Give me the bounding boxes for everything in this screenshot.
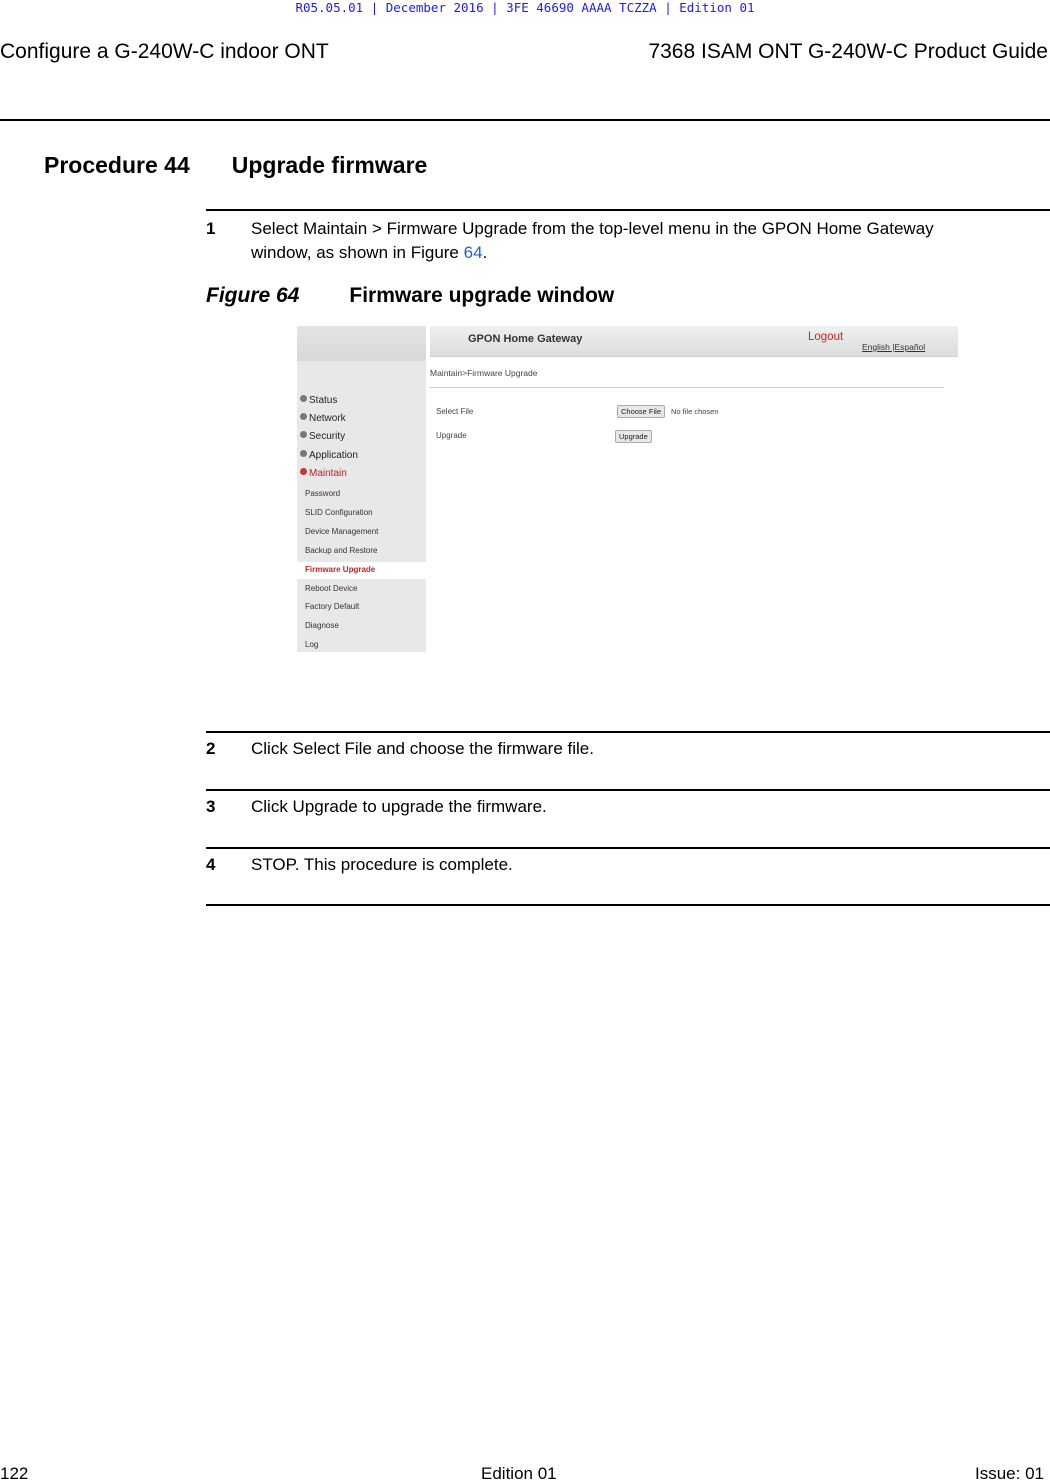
gateway-topbar: [430, 326, 958, 357]
step-text: Click Select File and choose the firmware file.: [251, 739, 594, 758]
breadcrumb-divider: [430, 387, 944, 388]
step-number: 1: [206, 219, 216, 238]
menu-label: Security: [309, 431, 346, 442]
figure-caption: [206, 284, 614, 308]
sidebar-header: [297, 326, 426, 361]
step-text-line-1: Select Maintain > Firmware Upgrade from the top-level menu in the GPON Home Gateway: [251, 219, 934, 238]
firmware-upgrade-screenshot: [297, 323, 958, 652]
menu-security[interactable]: [300, 431, 345, 442]
step-rule: [206, 209, 1050, 211]
menu-label: Status: [309, 395, 338, 406]
breadcrumb: Maintain>Firmware Upgrade: [430, 368, 538, 378]
step-rule: [206, 847, 1050, 849]
select-file-label: Select File: [436, 407, 474, 416]
choose-file-button[interactable]: Choose File: [617, 405, 665, 418]
doc-watermark: R05.05.01 | December 2016 | 3FE 46690 AAAA TCZZA | Edition 01: [295, 0, 755, 15]
step-text: Click Upgrade to upgrade the firmware.: [251, 797, 547, 816]
step-text-line-2: window, as shown in Figure: [251, 243, 464, 262]
step-text: [251, 217, 1050, 265]
bullet-icon: [300, 413, 307, 420]
menu-status[interactable]: [300, 395, 337, 406]
submenu-diagnose[interactable]: Diagnose: [305, 621, 339, 630]
submenu-password[interactable]: Password: [305, 489, 341, 498]
step-rule: [206, 789, 1050, 791]
menu-label: Maintain: [309, 468, 347, 479]
submenu-log[interactable]: Log: [305, 640, 319, 649]
figure-link[interactable]: 64: [463, 243, 483, 262]
submenu-backup-restore[interactable]: Backup and Restore: [305, 546, 378, 555]
sidebar-menu: [297, 326, 426, 652]
gateway-title: GPON Home Gateway: [468, 333, 583, 345]
language-switch[interactable]: English |Español: [862, 342, 926, 352]
menu-label: Application: [309, 450, 358, 461]
header-rule: [0, 119, 1050, 121]
logout-link[interactable]: Logout: [808, 331, 844, 343]
footer-issue: Issue: 01: [975, 1464, 1044, 1483]
figure-number: Figure 64: [206, 284, 300, 307]
step-text-end: .: [482, 243, 488, 262]
submenu-firmware-upgrade[interactable]: Firmware Upgrade: [305, 565, 376, 574]
figure-title: Firmware upgrade window: [349, 284, 615, 307]
footer-edition: Edition 01: [481, 1464, 557, 1483]
step-rule: [206, 731, 1050, 733]
header-chapter: Configure a G-240W-C indoor ONT: [0, 40, 329, 63]
procedure-end-rule: [206, 904, 1050, 906]
bullet-icon: [300, 431, 307, 438]
bullet-icon: [300, 468, 307, 475]
procedure-number: Procedure 44: [44, 152, 190, 178]
procedure-heading: [44, 152, 427, 179]
step-text: STOP. This procedure is complete.: [251, 855, 513, 874]
procedure-title: Upgrade firmware: [231, 152, 428, 178]
submenu-factory-default[interactable]: Factory Default: [305, 602, 360, 611]
step-number: 2: [206, 739, 216, 758]
menu-maintain[interactable]: [300, 468, 347, 479]
step-number: 4: [206, 855, 216, 874]
menu-network[interactable]: [300, 413, 346, 424]
submenu-device-management[interactable]: Device Management: [305, 527, 379, 536]
bullet-icon: [300, 395, 307, 402]
bullet-icon: [300, 450, 307, 457]
upgrade-button[interactable]: Upgrade: [615, 430, 652, 443]
submenu-reboot-device[interactable]: Reboot Device: [305, 584, 358, 593]
submenu-slid-configuration[interactable]: SLID Configuration: [305, 508, 373, 517]
file-status: No file chosen: [671, 407, 719, 416]
menu-label: Network: [309, 413, 346, 424]
header-guide-title: 7368 ISAM ONT G-240W-C Product Guide: [648, 40, 1048, 63]
page-number: 122: [0, 1464, 29, 1483]
upgrade-label: Upgrade: [436, 431, 467, 440]
step-number: 3: [206, 797, 216, 816]
menu-application[interactable]: [300, 450, 358, 461]
